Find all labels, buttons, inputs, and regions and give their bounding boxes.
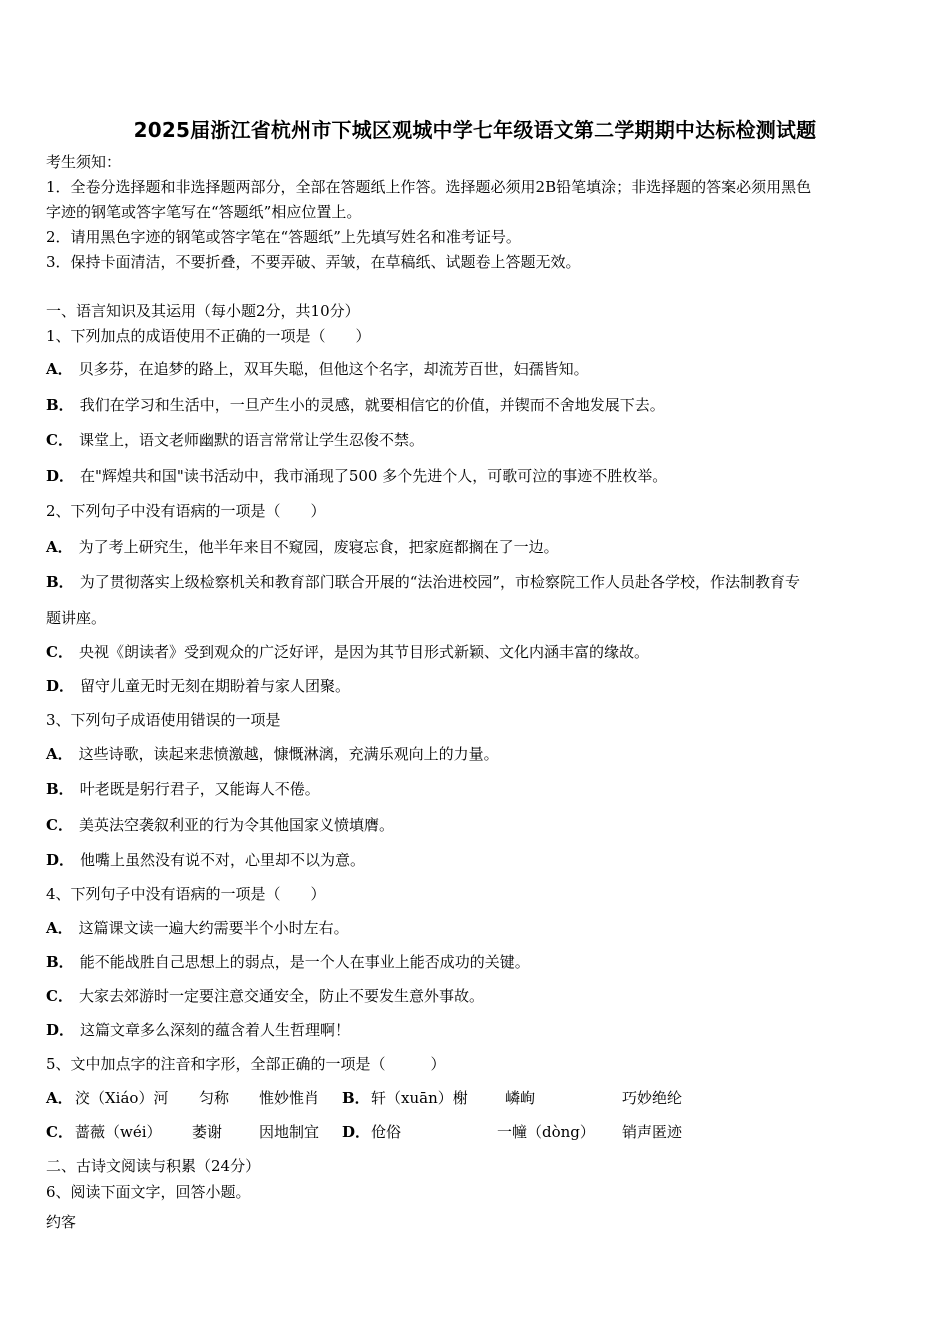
q1-option-b <box>46 395 665 415</box>
q5-option-d-word-3: 销声匿迹 <box>622 1123 683 1141</box>
q5-option-b-word-2: 嶙峋 <box>505 1089 536 1107</box>
option-key: A． <box>46 919 73 937</box>
q4-option-a <box>46 918 349 938</box>
q5-option-d-word-1: 伧俗 <box>371 1123 402 1141</box>
option-key: A． <box>46 538 73 556</box>
q1-option-d <box>46 466 667 486</box>
q5-option-b-word-1: 轩（xuān）榭 <box>371 1089 468 1107</box>
q4-option-d <box>46 1020 350 1040</box>
q2-option-a <box>46 537 559 557</box>
q1-option-a <box>46 359 589 379</box>
option-key: B． <box>46 780 74 798</box>
option-key: A． <box>46 360 73 378</box>
option-key: C． <box>46 987 73 1005</box>
q5-stem: 5、文中加点字的注音和字形，全部正确的一项是（ ） <box>46 1055 446 1073</box>
q3-stem: 3、下列句子成语使用错误的一项是 <box>46 711 281 729</box>
q4-option-b <box>46 952 530 972</box>
q5-option-b-word-3: 巧妙绝纶 <box>622 1089 683 1107</box>
section-2-heading: 二、古诗文阅读与积累（24分） <box>46 1157 261 1175</box>
option-key: A． <box>46 745 73 763</box>
q2-option-c <box>46 642 649 662</box>
option-text: 为了贯彻落实上级检察机关和教育部门联合开展的“法治进校园”，市检察院工作人员赴各学校，作法制教育专 <box>79 573 801 591</box>
q5-option-d-key: D． <box>342 1123 371 1141</box>
option-text: 大家去郊游时一定要注意交通安全，防止不要发生意外事故。 <box>78 987 484 1005</box>
option-key: D． <box>46 677 75 695</box>
q5-option-c-key: C． <box>46 1123 73 1141</box>
q5-option-a-key: A． <box>46 1089 73 1107</box>
q2-stem: 2、下列句子中没有语病的一项是（ ） <box>46 502 326 520</box>
q6-stem: 6、阅读下面文字，回答小题。 <box>46 1183 251 1201</box>
page-title: 2025届浙江省杭州市下城区观城中学七年级语文第二学期期中达标检测试题 <box>133 118 817 142</box>
option-key: D． <box>46 1021 75 1039</box>
option-text: 这些诗歌，读起来悲愤激越，慷慨淋漓，充满乐观向上的力量。 <box>78 745 499 763</box>
option-key: B． <box>46 573 74 591</box>
section-1-heading: 一、语言知识及其运用（每小题2分，共10分） <box>46 302 360 320</box>
option-key: B． <box>46 396 74 414</box>
notice-line-3: 3．保持卡面清洁，不要折叠，不要弄破、弄皱，在草稿纸、试题卷上答题无效。 <box>46 253 581 271</box>
option-text: 他嘴上虽然没有说不对，心里却不以为意。 <box>80 851 366 869</box>
option-key: D． <box>46 851 75 869</box>
option-key: C． <box>46 816 73 834</box>
notice-line-1b: 字迹的钢笔或答字笔写在“答题纸”相应位置上。 <box>46 203 362 221</box>
notice-heading: 考生须知： <box>46 153 122 171</box>
q5-option-c-word-2: 萎谢 <box>192 1123 223 1141</box>
option-text: 在"辉煌共和国"读书活动中，我市涌现了500 多个先进个人，可歌可泣的事迹不胜枚举。 <box>80 467 668 485</box>
q3-option-c <box>46 815 394 835</box>
option-text: 美英法空袭叙利亚的行为令其他国家义愤填膺。 <box>78 816 394 834</box>
q4-option-c <box>46 986 484 1006</box>
q2-option-b-cont: 题讲座。 <box>46 609 107 627</box>
q5-option-a-word-2: 匀称 <box>199 1089 230 1107</box>
option-text: 这篇文章多么深刻的蕴含着人生哲理啊！ <box>80 1021 351 1039</box>
option-text: 这篇课文读一遍大约需要半个小时左右。 <box>78 919 349 937</box>
option-text: 贝多芬，在追梦的路上，双耳失聪，但他这个名字，却流芳百世，妇孺皆知。 <box>78 360 589 378</box>
option-text: 央视《朗读者》受到观众的广泛好评，是因为其节目形式新颖、文化内涵丰富的缘故。 <box>78 643 649 661</box>
option-key: D． <box>46 467 75 485</box>
option-text: 我们在学习和生活中，一旦产生小的灵感，就要相信它的价值，并锲而不舍地发展下去。 <box>79 396 665 414</box>
q2-option-b <box>46 572 800 592</box>
option-text: 能不能战胜自己思想上的弱点，是一个人在事业上能否成功的关键。 <box>79 953 530 971</box>
q5-option-a-word-1: 洨（Xiáo）河 <box>75 1089 169 1107</box>
option-text: 为了考上研究生，他半年来目不窥园，废寝忘食，把家庭都搁在了一边。 <box>78 538 559 556</box>
q5-option-c-word-1: 蔷薇（wéi） <box>75 1123 162 1141</box>
option-text: 留守儿童无时无刻在期盼着与家人团聚。 <box>80 677 351 695</box>
poem-title: 约客 <box>46 1213 77 1231</box>
option-key: C． <box>46 431 73 449</box>
q1-stem: 1、下列加点的成语使用不正确的一项是（ ） <box>46 327 371 345</box>
q3-option-d <box>46 850 365 870</box>
q1-option-c <box>46 430 424 450</box>
option-key: C． <box>46 643 73 661</box>
notice-line-1: 1．全卷分选择题和非选择题两部分，全部在答题纸上作答。选择题必须用2B铅笔填涂；非选择题的答案必须用黑色 <box>46 178 812 196</box>
q2-option-d <box>46 676 350 696</box>
option-text: 叶老既是躬行君子，又能诲人不倦。 <box>79 780 320 798</box>
q5-option-b-key: B． <box>342 1089 370 1107</box>
q5-option-a-word-3: 惟妙惟肖 <box>259 1089 320 1107</box>
option-text: 课堂上，语文老师幽默的语言常常让学生忍俊不禁。 <box>78 431 424 449</box>
q5-option-c-word-3: 因地制宜 <box>259 1123 320 1141</box>
q5-option-d-word-2: 一幢（dòng） <box>497 1123 595 1141</box>
q3-option-b <box>46 779 320 799</box>
option-key: B． <box>46 953 74 971</box>
q3-option-a <box>46 744 499 764</box>
notice-line-2: 2．请用黑色字迹的钢笔或答字笔在“答题纸”上先填写姓名和准考证号。 <box>46 228 521 246</box>
q4-stem: 4、下列句子中没有语病的一项是（ ） <box>46 885 326 903</box>
